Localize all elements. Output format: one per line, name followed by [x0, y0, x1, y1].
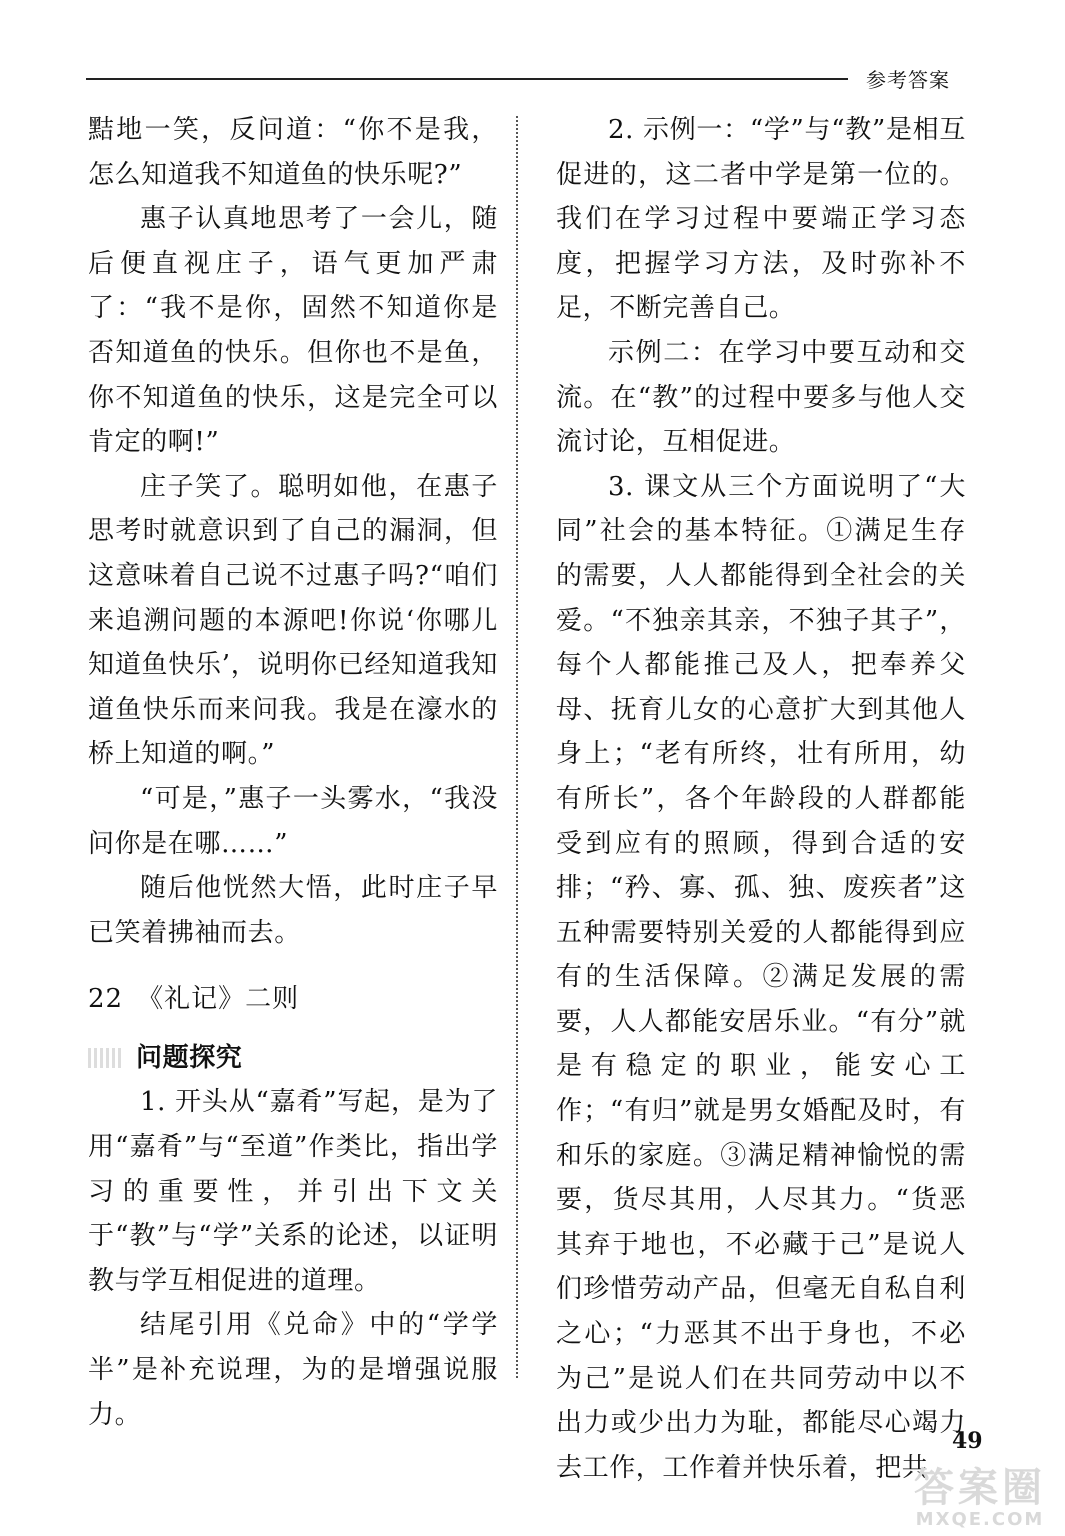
left-paragraph-5: 随后他恍然大悟，此时庄子早已笑着拂袖而去。 — [88, 873, 498, 948]
left-column — [88, 108, 498, 1437]
left-paragraph-1: 黠地一笑，反问道：“你不是我，怎么知道我不知道鱼的快乐呢?” — [88, 115, 498, 190]
answer-3: 3. 课文从三个方面说明了“大同”社会的基本特征。①满足生存的需要，人人都能得到全社会的关爱。“不独亲其亲，不独子其子”，每个人都能推己及人，把奉养父母、抚育儿女的心意扩大到其他人身上；“老有所终，壮有所用，幼有所长”，各个年龄段的人群都能受到应有的照顾，得到合适的安排；“矜、寡、孤、独、废疾者”这五种需要特别关爱的人都能得到应有的生活保障。②满足发展的需要，人人都能安居乐业。“有分”就是有稳定的职业，能安心工作；“有归”就是男女婚配及时，有和乐的家庭。③满足精神愉悦的需要，货尽其用，人尽其力。“货恶其弃于地也，不必藏于己”是说人们珍惜劳动产品，但毫无自私自利之心；“力恶其不出于身也，不必为己”是说人们在共同劳动中以不出力或少出力为耻，都能尽心竭力去工作，工作着并快乐着，把共 — [556, 471, 966, 1483]
watermark-line-1: 答案圈 — [914, 1465, 1046, 1511]
left-paragraph-2: 惠子认真地思考了一会儿，随后便直视庄子，语气更加严肃了：“我不是你，固然不知道你是否知道鱼的快乐。但你也不是鱼，你不知道鱼的快乐，这是完全可以肯定的啊!” — [88, 204, 498, 458]
subheading-marker-icon — [88, 1048, 124, 1068]
subheading — [88, 1036, 498, 1081]
right-column — [556, 108, 966, 1490]
header-rule — [86, 78, 848, 80]
column-divider — [516, 116, 518, 1378]
watermark-logo — [900, 1466, 1060, 1530]
answer-2-example-1: 2. 示例一：“学”与“教”是相互促进的，这二者中学是第一位的。我们在学习过程中要端正学习态度，把握学习方法，及时弥补不足，不断完善自己。 — [556, 115, 966, 324]
page-number: 49 — [952, 1428, 983, 1454]
left-paragraph-3: 庄子笑了。聪明如他，在惠子思考时就意识到了自己的漏洞，但这意味着自己说不过惠子吗?“咱们来追溯问题的本源吧!你说‘你哪儿知道鱼快乐’，说明你已经知道我知道鱼快乐而来问我。我是在濠水的桥上知道的啊。” — [88, 471, 498, 770]
left-paragraph-4: “可是，”惠子一头雾水，“我没问你是在哪……” — [88, 783, 498, 859]
answer-2-example-2: 示例二：在学习中要互动和交流。在“教”的过程中要多与他人交流讨论，互相促进。 — [556, 337, 966, 458]
answer-1: 1. 开头从“嘉肴”写起，是为了用“嘉肴”与“至道”作类比，指出学习的重要性，并引出下文关于“教”与“学”关系的论述，以证明教与学互相促进的道理。 — [88, 1087, 498, 1296]
header-label: 参考答案 — [866, 68, 950, 92]
section-title: 22 《礼记》二则 — [88, 984, 300, 1015]
answer-1-note: 结尾引用《兑命》中的“学学半”是补充说理，为的是增强说服力。 — [88, 1310, 498, 1430]
subheading-text: 问题探究 — [136, 1042, 243, 1073]
watermark-line-2: MXQE.COM — [915, 1509, 1045, 1530]
